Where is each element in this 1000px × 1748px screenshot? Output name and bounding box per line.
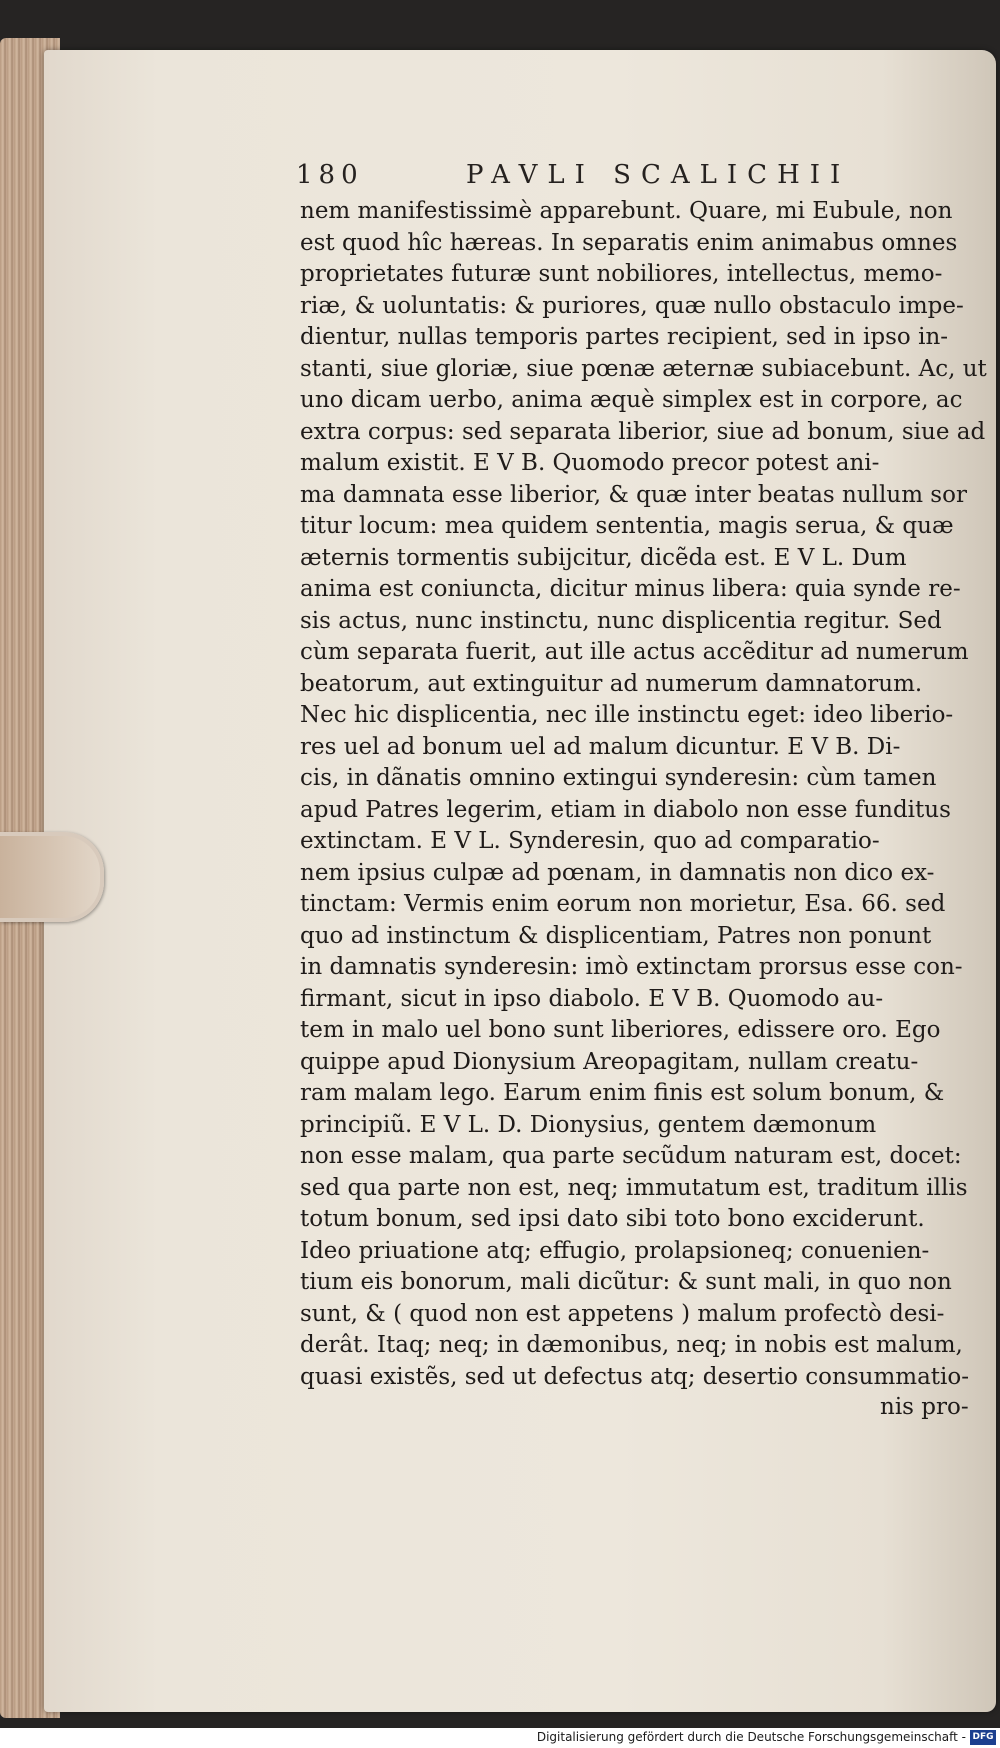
text-line: tem in malo uel bono sunt liberiores, edissere oro. Ego [300, 1017, 941, 1043]
text-line: titur locum: mea quidem sententia, magis serua, & quæ [300, 513, 954, 539]
text-line: ma damnata esse liberior, & quæ inter beatas nullum sor [300, 481, 967, 508]
dfg-logo-icon: DFG [970, 1730, 996, 1745]
text-line: res uel ad bonum uel ad malum dicuntur. E V B. Di- [300, 733, 901, 760]
text-line: principiũ. E V L. D. Dionysius, gentem dæmonum [300, 1111, 877, 1138]
page-number: 180 [296, 160, 364, 190]
text-line: Nec hic displicentia, nec ille instinctu eget: ideo liberio- [300, 702, 954, 728]
text-line: riæ, & uoluntatis: & puriores, quæ nullo obstaculo impe- [300, 292, 964, 319]
text-line: extra corpus: sed separata liberior, siue ad bonum, siue ad [300, 418, 986, 445]
digitization-footer [0, 1728, 1000, 1748]
text-line: malum existit. E V B. Quomodo precor potest ani- [300, 450, 880, 476]
text-line: Ideo priuatione atq; effugio, prolapsioneq; conuenien- [300, 1237, 930, 1264]
text-line: quippe apud Dionysium Areopagitam, nullam creatu- [300, 1048, 919, 1075]
text-line: firmant, sicut in ipso diabolo. E V B. Quomodo au- [300, 985, 884, 1012]
text-line: cis, in dãnatis omnino extingui synderesin: cùm tamen [300, 765, 937, 791]
text-line: tinctam: Vermis enim eorum non morietur, Esa. 66. sed [300, 891, 946, 917]
text-line: uno dicam uerbo, anima æquè simplex est in corpore, ac [300, 387, 963, 413]
text-line: quo ad instinctum & displicentiam, Patres non ponunt [300, 922, 932, 949]
text-line: beatorum, aut extinguitur ad numerum damnatorum. [300, 670, 923, 697]
text-line: proprietates futuræ sunt nobiliores, intellectus, memo- [300, 261, 943, 287]
catchword: nis pro- [880, 1394, 969, 1420]
text-line: sunt, & ( quod non est appetens ) malum profectò desi- [300, 1300, 945, 1327]
text-line: extinctam. E V L. Synderesin, quo ad comparatio- [300, 828, 880, 854]
text-line: nem ipsius culpæ ad pœnam, in damnatis non dico ex- [300, 859, 935, 886]
text-line: derât. Itaq; neq; in dæmonibus, neq; in nobis est malum, [300, 1332, 963, 1358]
body-text [300, 196, 987, 1393]
page-clip [0, 832, 104, 922]
text-line: totum bonum, sed ipsi dato sibi toto bono exciderunt. [300, 1206, 925, 1232]
text-line: quasi existẽs, sed ut defectus atq; desertio consummatio- [300, 1363, 970, 1390]
text-line: tium eis bonorum, mali dicũtur: & sunt mali, in quo non [300, 1269, 952, 1295]
funding-credit: Digitalisierung gefördert durch die Deutsche Forschungsgemeinschaft - [536, 1730, 966, 1744]
text-line: ram malam lego. Earum enim finis est solum bonum, & [300, 1080, 945, 1106]
text-line: est quod hîc hæreas. In separatis enim animabus omnes [300, 229, 958, 256]
text-line: dientur, nullas temporis partes recipient, sed in ipso in- [300, 324, 949, 350]
text-line: æternis tormentis subijcitur, dicẽda est. E V L. Dum [300, 544, 907, 571]
running-title: PAVLI SCALICHII [466, 160, 851, 190]
text-line: sed qua parte non est, neq; immutatum est, traditum illis [300, 1174, 968, 1201]
text-line: cùm separata fuerit, aut ille actus accẽditur ad numerum [300, 639, 969, 665]
text-line: in damnatis synderesin: imò extinctam prorsus esse con- [300, 954, 963, 980]
text-line: stanti, siue gloriæ, siue pœnæ æternæ subiacebunt. Ac, ut [300, 355, 987, 382]
text-line: non esse malam, qua parte secũdum naturam est, docet: [300, 1143, 962, 1169]
running-head [296, 160, 976, 194]
text-line: sis actus, nunc instinctu, nunc displicentia regitur. Sed [300, 607, 942, 634]
text-line: apud Patres legerim, etiam in diabolo non esse funditus [300, 796, 951, 823]
text-line: anima est coniuncta, dicitur minus libera: quia synde re- [300, 576, 961, 602]
text-line: nem manifestissimè apparebunt. Quare, mi Eubule, non [300, 198, 953, 224]
